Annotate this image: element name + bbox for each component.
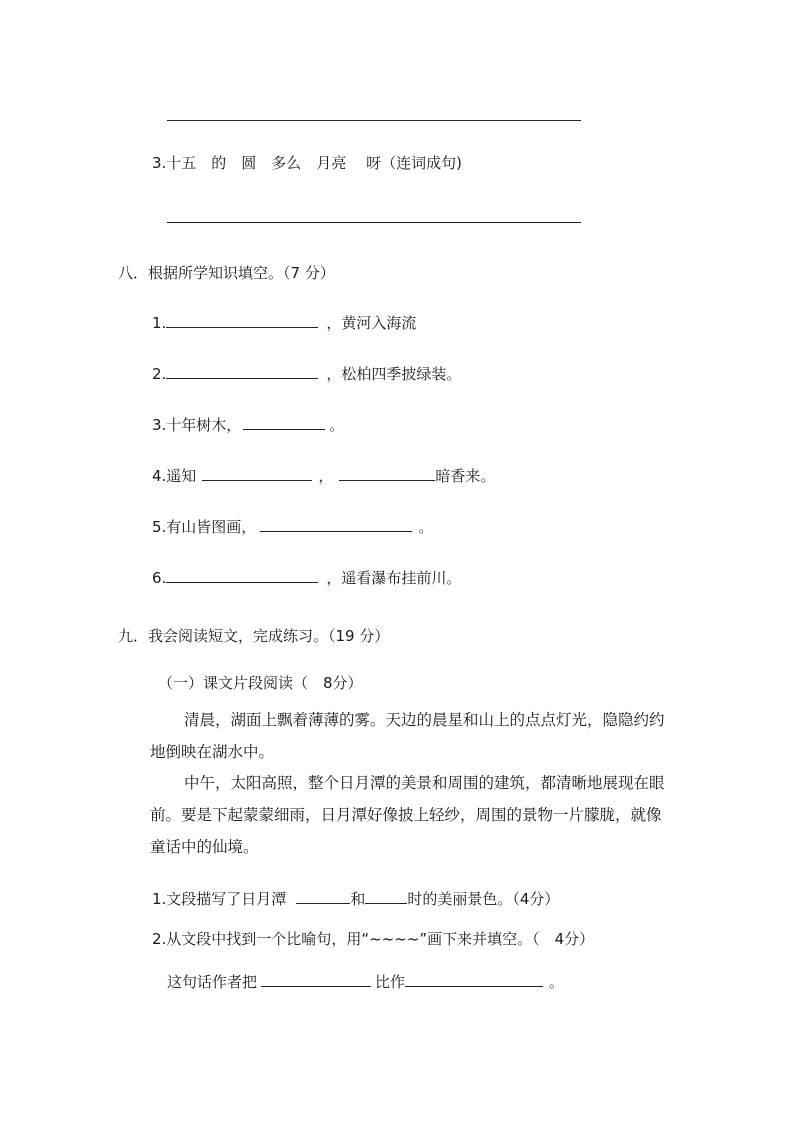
q9-q1-blank-2[interactable] [365,887,407,904]
q8-item6-suffix: ，遥看瀑布挂前川。 [326,569,462,587]
passage-paragraph-1-text: 清晨，湖面上飘着薄薄的雾。天边的晨星和山上的点点灯光，隐隐约约地倒映在湖水中。 [150,711,665,761]
q9-q1-mid: 和 [350,890,366,908]
q8-item5-blank[interactable] [260,515,412,532]
q9-q2-fill-suffix: 。 [549,973,565,991]
q8-item4-prefix: 4.遥知 [152,467,197,485]
q8-item4-suffix: 暗香来。 [435,467,496,485]
q8-item4-blank-1[interactable] [202,464,312,481]
q9-q2-blank-2[interactable] [405,970,543,987]
q8-item4 [152,464,495,486]
q9-question-2-fill [167,970,564,992]
q8-item1-prefix: 1. [152,314,167,332]
q8-item1-suffix: ，黄河入海流 [326,314,417,332]
section-9-heading: 九．我会阅读短文，完成练习。（19 分） [118,627,390,645]
answer-line-q7-item3[interactable] [167,222,581,223]
q8-item1-blank[interactable] [166,311,318,328]
passage-paragraph-2 [150,767,668,863]
q8-item2 [152,362,461,384]
q9-q1-blank-1[interactable] [296,887,350,904]
section-8-heading: 八．根据所学知识填空。（7 分） [118,264,335,282]
q8-item3-prefix: 3.十年树木， [152,416,242,434]
q8-item4-blank-2[interactable] [339,464,435,481]
q8-item2-prefix: 2. [152,365,167,383]
q8-item4-mid: ， [318,467,334,485]
q8-item6-prefix: 6. [152,569,167,587]
q9-q2-fill-prefix: 这句话作者把 [167,973,258,991]
q9-question-2: 2.从文段中找到一个比喻句，用“~~~~”画下来并填空。（ 4分） [152,930,595,948]
q9-q2-blank-1[interactable] [261,970,371,987]
q8-item3-suffix: 。 [329,416,345,434]
q8-item6-blank[interactable] [166,566,318,583]
q8-item3-blank[interactable] [243,413,325,430]
q9-q1-prefix: 1.文段描写了日月潭 [152,890,287,908]
q7-item3: 3.十五 的 圆 多么 月亮 呀（连词成句) [152,154,462,172]
q8-item5-suffix: 。 [418,518,434,536]
q8-item3 [152,413,344,435]
q9-question-1 [152,887,559,909]
q9-q1-suffix: 时的美丽景色。（4分） [407,890,560,908]
q8-item5 [152,515,433,537]
q8-item1 [152,311,416,333]
answer-line-top[interactable] [167,120,581,121]
passage-paragraph-2-text: 中午，太阳高照，整个日月潭的美景和周围的建筑，都清晰地展现在眼前。要是下起蒙蒙细雨，日月潭好像披上轻纱，周围的景物一片朦胧，就像童话中的仙境。 [150,774,665,856]
q8-item6 [152,566,461,588]
passage-paragraph-1 [150,704,668,768]
section-9-subheading: （一）课文片段阅读（ 8分） [158,674,363,692]
q8-item5-prefix: 5.有山皆图画， [152,518,257,536]
q8-item2-suffix: ，松柏四季披绿装。 [326,365,462,383]
q8-item2-blank[interactable] [166,362,318,379]
q9-q2-fill-mid: 比作 [375,973,406,991]
